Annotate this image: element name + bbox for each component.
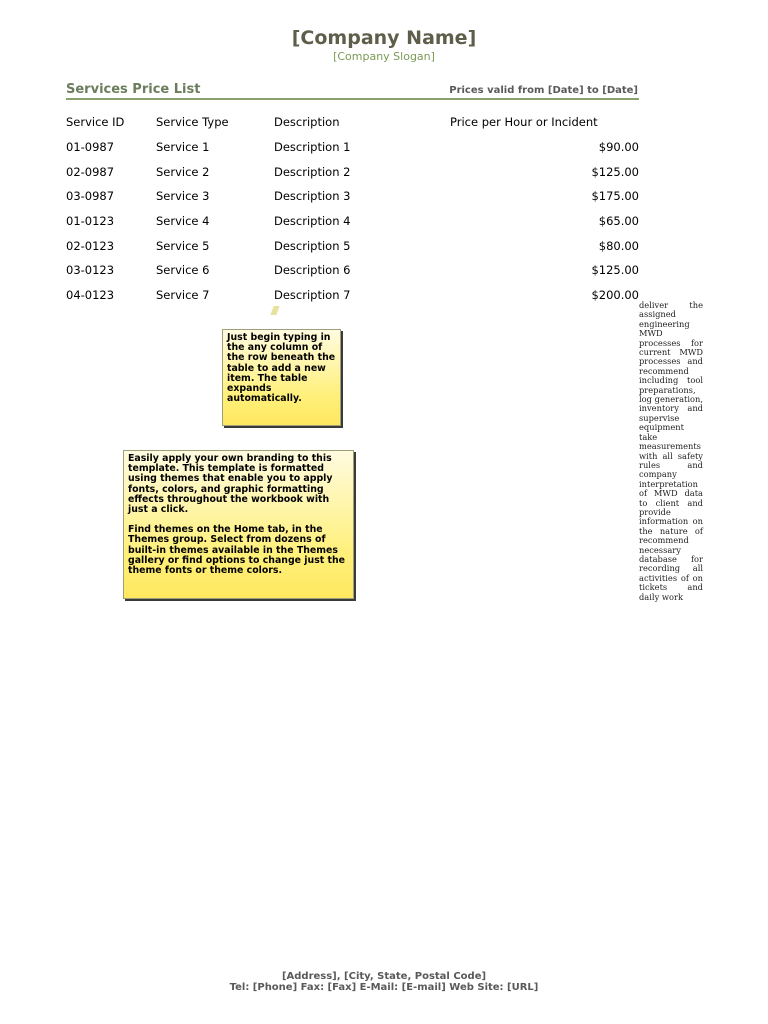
- cell-service-id[interactable]: 04-0123: [66, 288, 115, 303]
- cell-service-type[interactable]: Service 7: [156, 288, 210, 303]
- table-row: [66, 159, 639, 184]
- table-row: [66, 233, 639, 258]
- sticky-note-table-tip[interactable]: [222, 329, 341, 426]
- cell-description[interactable]: Description 6: [274, 263, 351, 278]
- overlapping-side-text: deliver the assigned engineering MWD processes for current MWD processes and recommend including tool preparations, log generation, inventory and supervise equipment take measurements with all safety rules and company interpretation of MWD data to client and provide information on the nature of recommend necessary database for recording all activities of on tickets and daily work: [639, 300, 703, 602]
- cell-service-id[interactable]: 01-0987: [66, 140, 115, 155]
- table-row: [66, 184, 639, 209]
- cell-description[interactable]: Description 4: [274, 214, 351, 229]
- price-table: [66, 110, 639, 308]
- cell-price[interactable]: $90.00: [598, 140, 639, 155]
- cell-service-id[interactable]: 02-0123: [66, 238, 115, 253]
- section-title: Services Price List: [66, 82, 201, 97]
- cell-description[interactable]: Description 1: [274, 140, 351, 155]
- cell-price[interactable]: $65.00: [598, 214, 639, 229]
- cell-service-type[interactable]: Service 4: [156, 214, 210, 229]
- cell-price[interactable]: $125.00: [591, 164, 639, 179]
- table-row: [66, 283, 639, 308]
- cell-service-type[interactable]: Service 2: [156, 164, 210, 179]
- cell-description[interactable]: Description 7: [274, 288, 351, 303]
- cell-service-type[interactable]: Service 3: [156, 189, 210, 204]
- header-rule: [66, 98, 639, 100]
- cell-description[interactable]: Description 2: [274, 164, 351, 179]
- table-row: [66, 258, 639, 283]
- footer-contact: Tel: [Phone] Fax: [Fax] E-Mail: [E-mail] Web Site: [URL]: [229, 982, 539, 993]
- cell-description[interactable]: Description 3: [274, 189, 351, 204]
- cell-price[interactable]: $80.00: [598, 238, 639, 253]
- company-name: [Company Name]: [291, 27, 477, 49]
- table-header-row: [66, 110, 639, 135]
- cell-price[interactable]: $175.00: [591, 189, 639, 204]
- price-validity: Prices valid from [Date] to [Date]: [449, 85, 638, 96]
- company-slogan: [Company Slogan]: [333, 50, 435, 63]
- cell-service-id[interactable]: 01-0123: [66, 214, 115, 229]
- note-text-paragraph-2: Find themes on the Home tab, in the Themes group. Select from dozens of built-in themes available in the Themes gallery or find options to change just the theme fonts or theme colors.: [128, 524, 346, 577]
- cell-price[interactable]: $200.00: [591, 288, 639, 303]
- footer-address: [Address], [City, State, Postal Code]: [281, 971, 487, 982]
- note-text-paragraph-1: Easily apply your own branding to this template. This template is formatted using themes that enable you to apply fonts, colors, and graphic formatting effects throughout the workbook with just a click.: [128, 453, 333, 516]
- table-row: [66, 135, 639, 160]
- cell-service-type[interactable]: Service 1: [156, 140, 210, 155]
- column-header-price[interactable]: Price per Hour or Incident: [450, 115, 598, 130]
- cell-service-type[interactable]: Service 5: [156, 238, 210, 253]
- column-header-service-id[interactable]: Service ID: [66, 115, 125, 130]
- cell-service-id[interactable]: 03-0123: [66, 263, 115, 278]
- cell-service-id[interactable]: 02-0987: [66, 164, 115, 179]
- footer: [0, 971, 768, 993]
- cell-service-type[interactable]: Service 6: [156, 263, 210, 278]
- column-header-service-type[interactable]: Service Type: [156, 115, 229, 130]
- cell-description[interactable]: Description 5: [274, 238, 351, 253]
- column-header-description[interactable]: Description: [274, 115, 340, 130]
- cell-price[interactable]: $125.00: [591, 263, 639, 278]
- sticky-note-theme-tip[interactable]: [123, 450, 354, 599]
- table-row: [66, 209, 639, 234]
- note-text: Just begin typing in the any column of the row beneath the table to add a new item. The table expands automatically.: [227, 332, 336, 405]
- cell-service-id[interactable]: 03-0987: [66, 189, 115, 204]
